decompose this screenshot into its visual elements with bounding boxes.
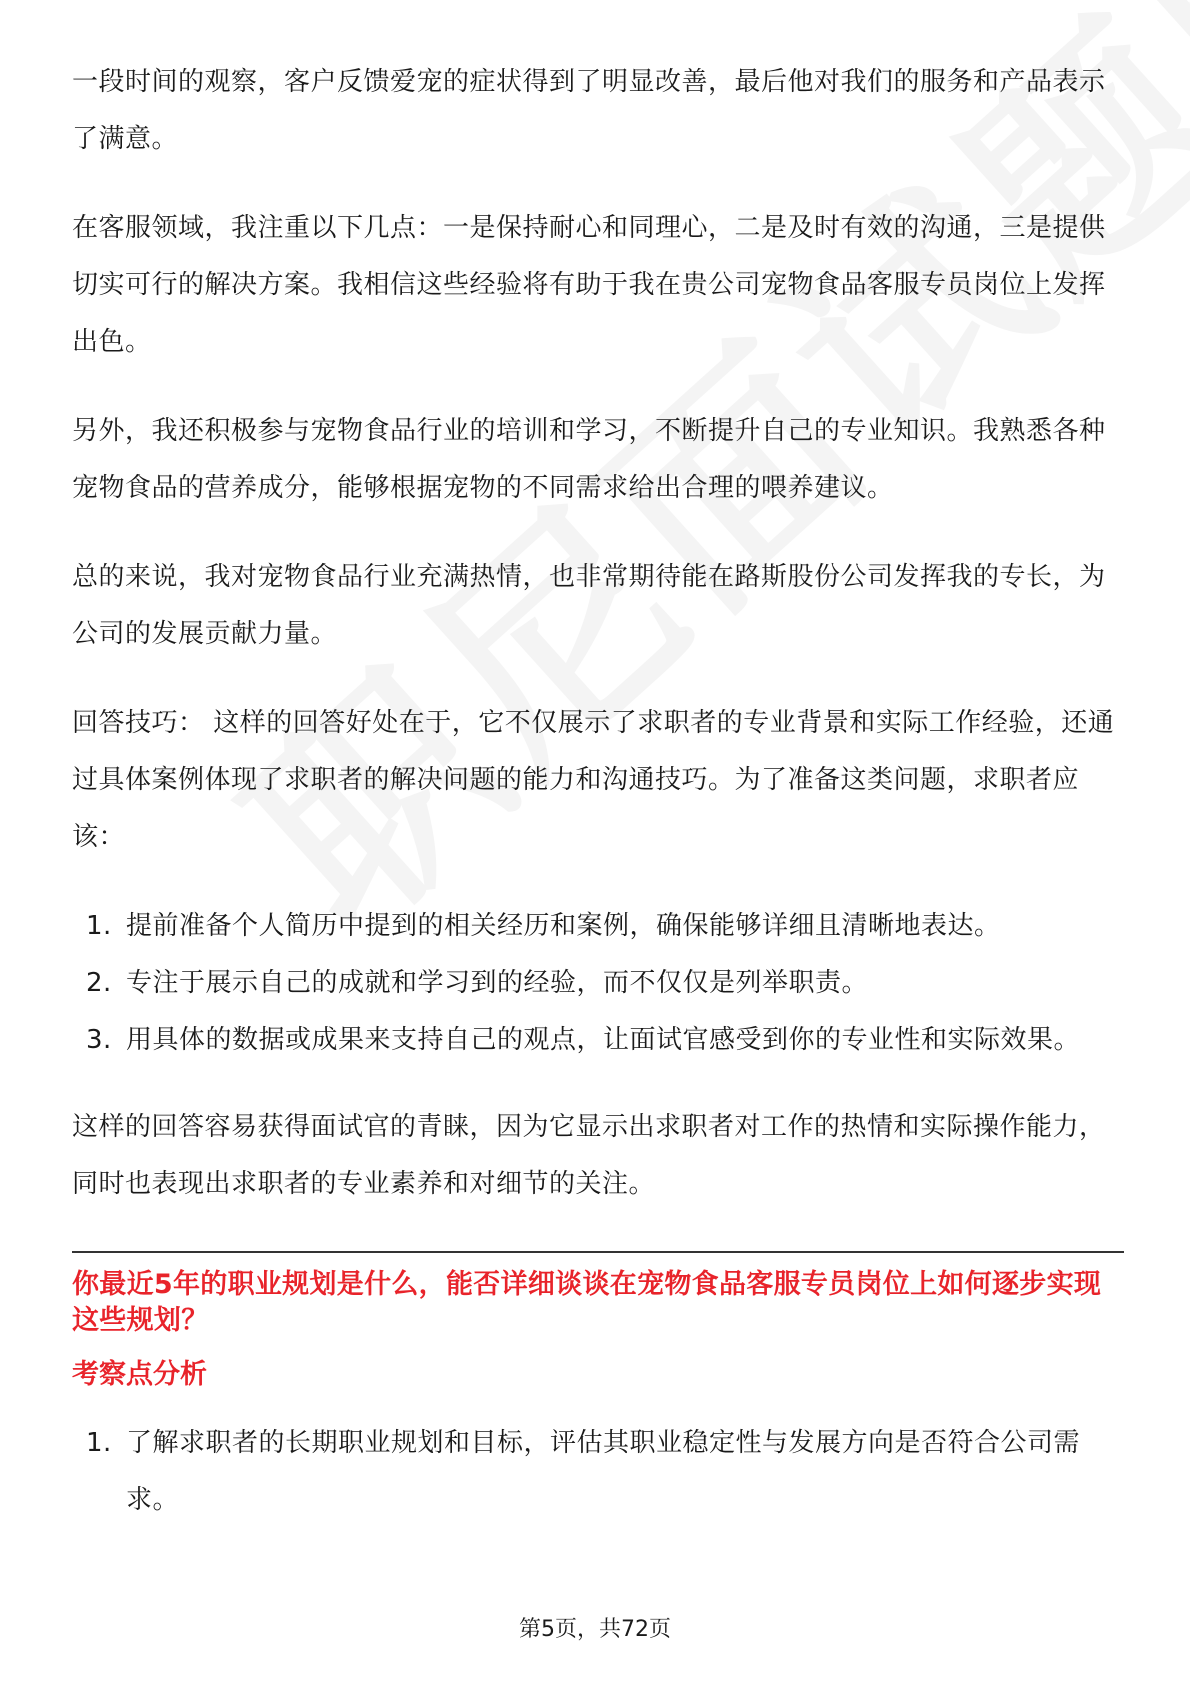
question-heading: 你最近5年的职业规划是什么，能否详细谈谈在宠物食品客服专员岗位上如何逐步实现这些规划？ — [72, 1269, 1102, 1336]
list-item-number: 2. — [86, 968, 112, 998]
paragraph-case-result: 一段时间的观察，客户反馈爱宠的症状得到了明显改善，最后他对我们的服务和产品表示了满意。 — [72, 67, 1106, 154]
list-item-text: 提前准备个人简历中提到的相关经历和案例，确保能够详细且清晰地表达。 — [126, 911, 1001, 941]
paragraph-summary: 总的来说，我对宠物食品行业充满热情，也非常期待能在路斯股份公司发挥我的专长，为公司的发展贡献力量。 — [72, 562, 1106, 649]
paragraph-closing: 这样的回答容易获得面试官的青睐，因为它显示出求职者对工作的热情和实际操作能力，同时也表现出求职者的专业素养和对细节的关注。 — [72, 1112, 1106, 1199]
list-item-number: 3. — [86, 1025, 112, 1055]
list-item — [72, 1012, 1124, 1069]
section-divider — [72, 1251, 1124, 1253]
paragraph-training: 另外，我还积极参与宠物食品行业的培训和学习，不断提升自己的专业知识。我熟悉各种宠物食品的营养成分，能够根据宠物的不同需求给出合理的喂养建议。 — [72, 416, 1106, 503]
list-item-text: 了解求职者的长期职业规划和目标，评估其职业稳定性与发展方向是否符合公司需求。 — [126, 1428, 1081, 1515]
list-item-text: 用具体的数据或成果来支持自己的观点，让面试官感受到你的专业性和实际效果。 — [126, 1025, 1081, 1055]
page-content — [72, 54, 1124, 1559]
paragraph-service-principles: 在客服领域，我注重以下几点：一是保持耐心和同理心，二是及时有效的沟通，三是提供切实可行的解决方案。我相信这些经验将有助于我在贵公司宠物食品客服专员岗位上发挥出色。 — [72, 213, 1106, 357]
analysis-list — [72, 1415, 1124, 1529]
page-footer: 第5页，共72页 — [519, 1617, 671, 1642]
list-item-text: 专注于展示自己的成就和学习到的经验，而不仅仅是列举职责。 — [126, 968, 869, 998]
list-item — [72, 955, 1124, 1012]
tips-list — [72, 898, 1124, 1069]
list-item-number: 1. — [86, 911, 112, 941]
list-item — [72, 898, 1124, 955]
list-item — [72, 1415, 1124, 1529]
analysis-heading: 考察点分析 — [72, 1359, 207, 1390]
paragraph-answer-tips: 回答技巧： 这样的回答好处在于，它不仅展示了求职者的专业背景和实际工作经验，还通过具体案例体现了求职者的解决问题的能力和沟通技巧。为了准备这类问题，求职者应该： — [72, 708, 1115, 852]
list-item-number: 1. — [86, 1428, 112, 1458]
